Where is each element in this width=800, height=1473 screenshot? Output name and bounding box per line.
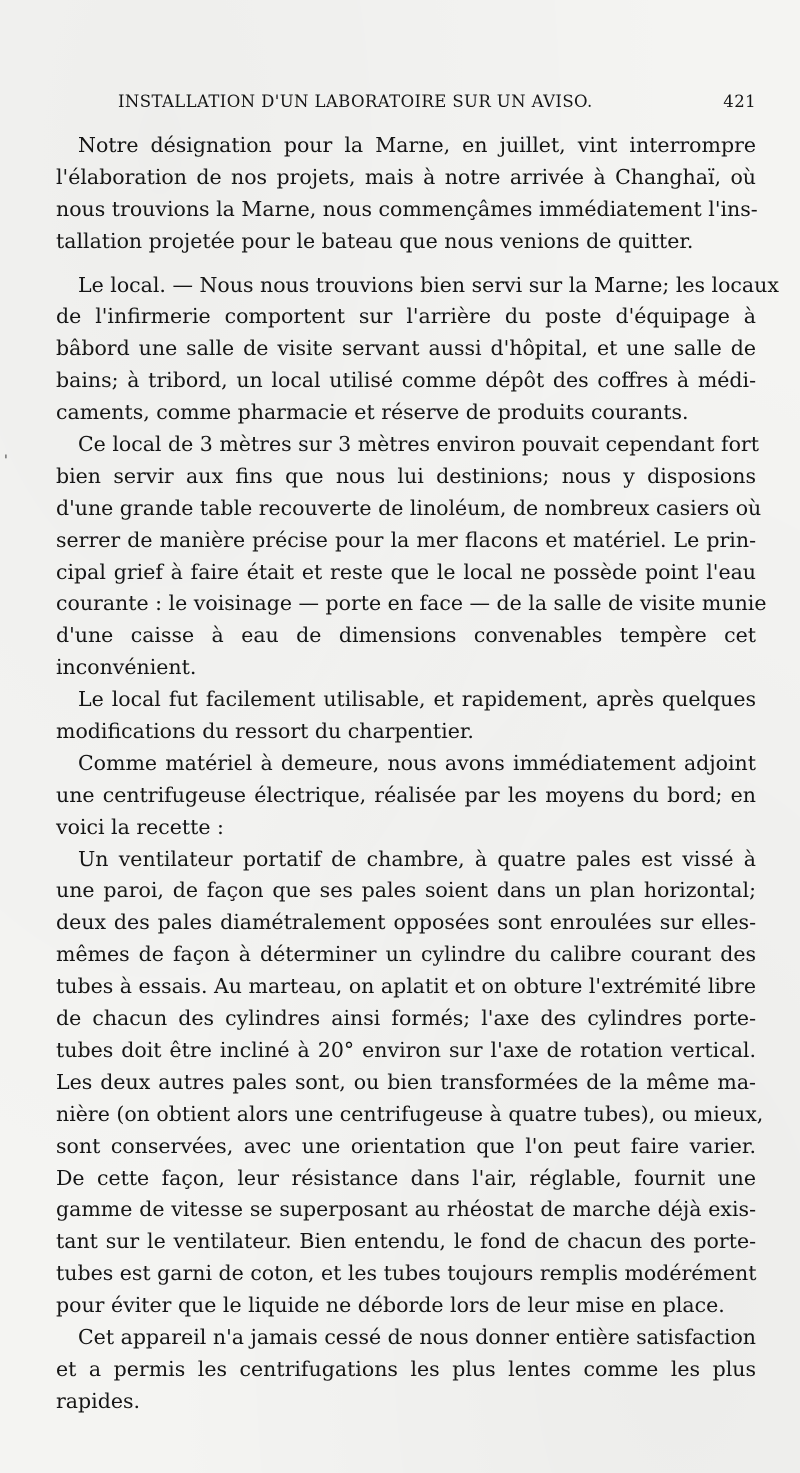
text-line: caments, comme pharmacie et réserve de produits courants. (56, 400, 689, 425)
text-line: De cette façon, leur résistance dans l'air, réglable, fournit une (56, 1165, 756, 1190)
text-line: tubes doit être incliné à 20° environ sur l'axe de rotation vertical. (56, 1037, 756, 1062)
text-line: pour éviter que le liquide ne déborde lors de leur mise en place. (56, 1293, 725, 1318)
running-title: INSTALLATION D'UN LABORATOIRE SUR UN AVISO. (118, 92, 593, 111)
text-line: d'une caisse à eau de dimensions convenables tempère cet (56, 623, 756, 648)
text-line: bien servir aux fins que nous lui destinions; nous y disposions (56, 463, 756, 488)
page-header (118, 92, 756, 116)
text-line: Ce local de 3 mètres sur 3 mètres environ pouvait cependant fort (78, 432, 759, 457)
page-number: 421 (723, 92, 756, 111)
text-line: Le local. — Nous nous trouvions bien servi sur la Marne; les locaux (78, 272, 779, 297)
text-line: deux des pales diamétralement opposées sont enroulées sur elles- (56, 910, 756, 935)
paragraph-4 (56, 684, 756, 748)
text-line: l'élaboration de nos projets, mais à notre arrivée à Changhaï, où (56, 164, 756, 189)
text-line: de l'infirmerie comportent sur l'arrière du poste d'équipage à (56, 304, 756, 329)
text-line: bains; à tribord, un local utilisé comme dépôt des coffres à médi- (56, 368, 756, 393)
paragraph-1 (56, 130, 756, 258)
margin-mark: ' (4, 453, 8, 469)
paragraph-3 (56, 429, 767, 684)
paragraph-7 (56, 1322, 756, 1418)
paragraph-gap (56, 258, 756, 270)
text-line: voici la recette : (56, 814, 224, 839)
text-line: bâbord une salle de visite servant aussi d'hôpital, et une salle de (56, 336, 756, 361)
text-line: Notre désignation pour la Marne, en juillet, vint interrompre (78, 133, 756, 157)
text-line: mêmes de façon à déterminer un cylindre du calibre courant des (56, 942, 756, 967)
text-line: Le local fut facilement utilisable, et rapidement, après quelques (78, 687, 756, 712)
text-line: modifications du ressort du charpentier. (56, 719, 474, 744)
paragraph-6 (56, 844, 764, 1322)
text-line: cipal grief à faire était et reste que le local ne possède point l'eau (56, 559, 756, 584)
text-line: Comme matériel à demeure, nous avons immédiatement adjoint (78, 750, 756, 775)
text-line: d'une grande table recouverte de linoléum, de nombreux casiers où (56, 495, 762, 520)
text-line: rapides. (56, 1388, 140, 1413)
text-line: courante : le voisinage — porte en face — de la salle de visite munie (56, 591, 767, 616)
text-line: serrer de manière précise pour la mer flacons et matériel. Le prin- (56, 527, 756, 552)
paragraph-2 (56, 270, 779, 429)
text-line: de chacun des cylindres ainsi formés; l'axe des cylindres porte- (56, 1006, 756, 1031)
text-line: Un ventilateur portatif de chambre, à quatre pales est vissé à (78, 846, 756, 871)
text-line: sont conservées, avec une orientation que l'on peut faire varier. (56, 1133, 756, 1158)
text-line: inconvénient. (56, 655, 197, 680)
text-line: Cet appareil n'a jamais cessé de nous donner entière satisfaction (78, 1324, 756, 1349)
text-line: tallation projetée pour le bateau que nous venions de quitter. (56, 228, 694, 253)
text-line: Les deux autres pales sont, ou bien transformées de la même ma- (56, 1069, 756, 1094)
text-line: une centrifugeuse électrique, réalisée par les moyens du bord; en (56, 782, 756, 807)
text-line: et a permis les centrifugations les plus lentes comme les plus (56, 1356, 756, 1381)
paragraph-5 (56, 748, 756, 844)
body-text (56, 130, 779, 1418)
text-line: nière (on obtient alors une centrifugeuse à quatre tubes), ou mieux, (56, 1101, 764, 1126)
text-line: tant sur le ventilateur. Bien entendu, le fond de chacun des porte- (56, 1229, 756, 1254)
text-line: une paroi, de façon que ses pales soient dans un plan horizontal; (56, 878, 756, 903)
text-line: tubes à essais. Au marteau, on aplatit et on obture l'extrémité libre (56, 974, 756, 999)
text-line: gamme de vitesse se superposant au rhéostat de marche déjà exis- (56, 1197, 756, 1222)
text-line: nous trouvions la Marne, nous commençâmes immédiatement l'ins- (56, 196, 758, 221)
text-line: tubes est garni de coton, et les tubes toujours remplis modérément (56, 1261, 757, 1286)
